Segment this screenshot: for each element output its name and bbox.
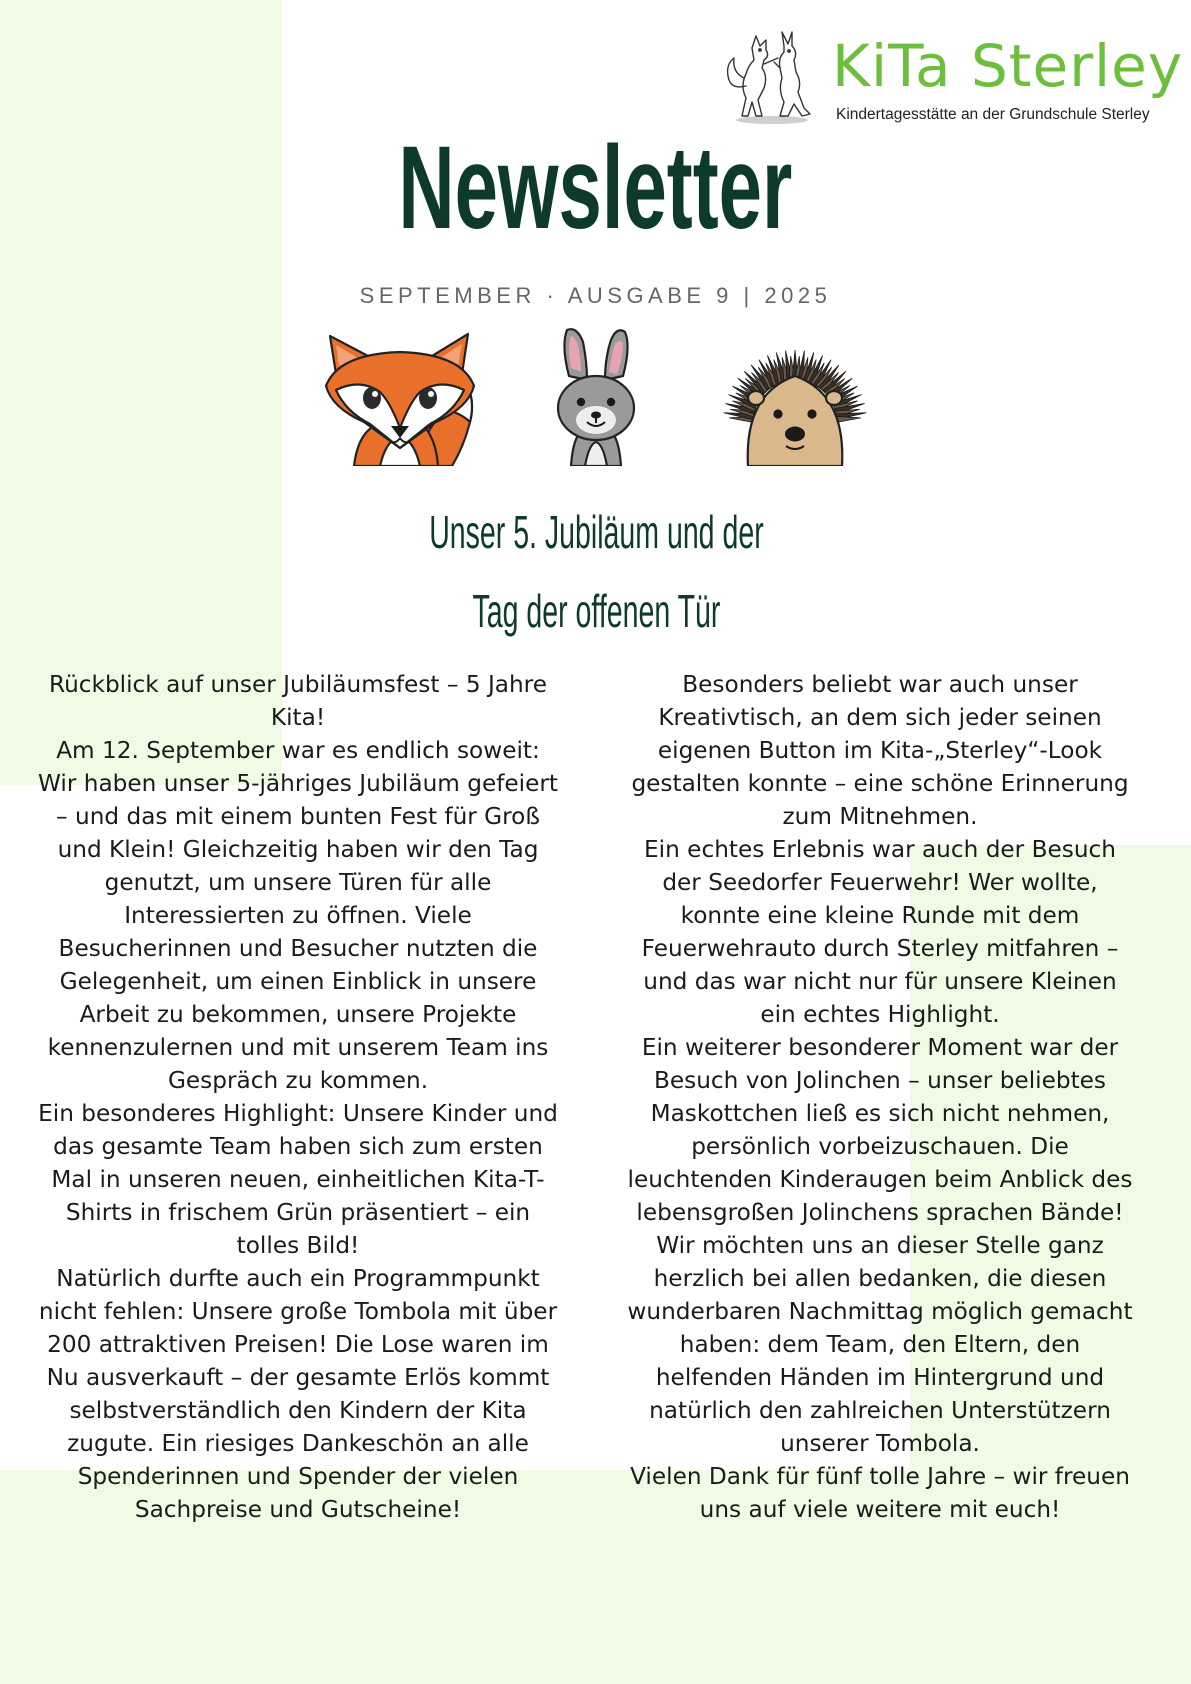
fox-and-bunny-logo-icon [722, 28, 822, 128]
issue-line: SEPTEMBER · AUSGABE 9 | 2025 [359, 283, 832, 308]
hedgehog-icon [722, 330, 868, 466]
article-paragraph: Ein echtes Erlebnis war auch der Besuch der Seedorfer Feuerwehr! Wer wollte, konnte eine kleine Runde mit dem Feuerwehrauto durch Sterley mitfahren – und das war nicht nur für unsere Kleinen ein echtes Highlight. [641, 836, 1119, 1028]
hedgehog-spike [837, 416, 861, 422]
article-paragraph: Natürlich durfte auch ein Programmpunkt nicht fehlen: Unsere große Tombola mit über 200 attraktiven Preisen! Die Lose waren im Nu ausverkauft – der gesamte Erlös kommt selbstverständlich den Kindern der Kita zugute. Ein riesiges Dankeschön an alle Spenderinnen und Spender der vielen Sachpreise und Gutscheine! [38, 1265, 558, 1523]
article-paragraph: Vielen Dank für fünf tolle Jahre – wir freuen uns auf viele weitere mit euch! [630, 1463, 1130, 1523]
article-paragraph: Besonders beliebt war auch unser Kreativtisch, an dem sich jeder seinen eigenen Button im Kita-„Sterley“-Look gestalten konnte – eine schöne Erinnerung zum Mitnehmen. [631, 671, 1129, 830]
article-paragraph: Wir möchten uns an dieser Stelle ganz herzlich bei allen bedanken, die diesen wunderbaren Nachmittag möglich gemacht haben: dem Team, den Eltern, den helfenden Händen im Hintergrund und natürlich den zahlreichen Unterstützern unserer Tombola. [627, 1232, 1133, 1457]
article-paragraph: Am 12. September war es endlich soweit: Wir haben unser 5-jähriges Jubiläum gefeiert – und das mit einem bunten Fest für Groß und Klein! Gleichzeitig haben wir den Tag genutzt, um unsere Türen für alle Interessierten zu öffnen. Viele Besucherinnen und Besucher nutzten die Gelegenheit, um einen Einblick in unsere Arbeit zu bekommen, unsere Projekte kennenzulernen und mit unserem Team ins Gespräch zu kommen. [38, 737, 558, 1094]
headline-line-2: Tag der offenen Tür [472, 585, 721, 637]
logo-tagline: Kindertagesstätte an der Grundschule Sterley [836, 106, 1150, 123]
article-paragraph: Ein weiterer besonderer Moment war der Besuch von Jolinchen – unser beliebtes Maskottchen ließ es sich nicht nehmen, persönlich vorbeizuschauen. Die leuchtenden Kinderaugen beim Anblick des lebensgroßen Jolinchens sprachen Bände! [627, 1034, 1133, 1226]
article-column-right [622, 668, 1138, 1526]
article-paragraph: Ein besonderes Highlight: Unsere Kinder und das gesamte Team haben sich zum ersten Mal in unseren neuen, einheitlichen Kita-T-Shirts in frischem Grün präsentiert – ein tolles Bild! [38, 1100, 558, 1259]
article-column-left [36, 668, 560, 1526]
fox-icon [318, 328, 478, 466]
headline-line-1: Unser 5. Jubiläum und der [429, 506, 764, 558]
bunny-icon [553, 328, 639, 466]
article-paragraph: Rückblick auf unser Jubiläumsfest – 5 Jahre Kita! [49, 671, 547, 731]
newsletter-title: Newsletter [398, 122, 793, 254]
logo-name: KiTa Sterley [832, 32, 1184, 100]
